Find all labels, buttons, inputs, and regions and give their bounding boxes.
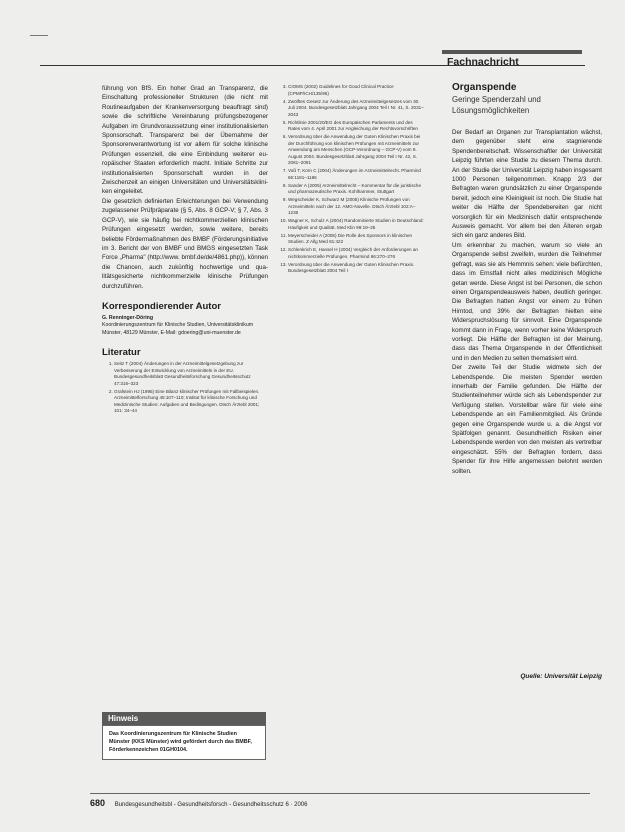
reference-list xyxy=(102,361,268,415)
reference-item: 13. Verordnung über die Anwendung der Guten Klinischen Praxis. Bundesgesetzblatt 2004 Teil I xyxy=(288,262,424,275)
section-title: Fachnachricht xyxy=(447,56,519,68)
reference-item: 10. Wagner K, Schulz A (2004) Randomisierte Studien in Deutschland: Häufigkeit und Qualität. Med Klin 99:19–25 xyxy=(288,218,424,231)
left-column xyxy=(102,84,268,416)
article-body: führung von BfS. Ein hoher Grad an Transparenz, die Einschaltung professioneller Strukturen (die nicht mit Routineaufgaben der Krankenversorgung beauftragt sind) sowie die schriftliche Vereinbarung prüfungsbezogener Aufgaben im Grundvoraussetzung einer institutionalisierten Sponsorschaft. Transparenz bei der Übernahme der Sponsorenverantwortung ist vor allem für solche klinische Prüfungen essenziell, die eine Einbindung weiterer europäischer Staaten erforderlich macht. Initiale Schritte zur institutionalisierten Sponsorschaft wurden in der Zwischenzeit an einigen Universitäten und Universitätskliniken eingeleitet. Die gesetzlich definierten Erleichterungen bei Verwendung zugelassener Prüfpräparate (§ 5, Abs. 8 GCP-V; § 7, Abs. 3 GCP-V), wie sie häufig bei nichtkommerziellen klinischen Prüfungen eingesetzt werden, sowie weitere, bereits beliebte Fördermaßnahmen des BMBF (Förderungsinitiative im 3. Bericht der von BMBF und BMGS eingesetzten Task Force „Pharma" (http://www. bmbf.de/de/4861.php)), können die Chancen, auch zukünftig hochwertige und qualitätsgesicherte nichtkommerzielle klinische Prüfungen durchzuführen. xyxy=(102,85,268,290)
reference-item: 11. Meyerscheider A (2005) Die Rolle des Sponsors in klinischen Studien. Z Allg Med 81:422 xyxy=(288,233,424,246)
reference-item: 3. CIOMS (2002) Guidelines for Good Clinical Practice (CPMP/ICH/135/95) xyxy=(288,84,424,97)
author-address: Koordinierungszentrum für Klinische Studien, Universitätsklinikum Münster, 48129 Münster, E-Mail: gdoering@uni-muenster.de xyxy=(102,322,254,336)
literature-heading: Literatur xyxy=(102,347,141,359)
right-column xyxy=(452,82,602,476)
reference-item: 9. Wegscheider K, Schwarz M (2005) Klinische Prüfungen von Arzneimitteln nach der 12. AMG-Novelle. Dtsch Ärztebl 102:A–1236 xyxy=(288,197,424,217)
note-box xyxy=(102,712,266,760)
news-body: Der Bedarf an Organen zur Transplantation wächst, dem gegenüber steht eine stagnierende Spendenbereitschaft. Wissenschaftler der Universität Leipzig führten eine Studie zu diesem Thema durch. An der Studie der Universität Leipzig haben insgesamt 1000 Personen teilgenommen. Knapp 2/3 der Befragten waren grundsätzlich zu einer Organspende bereit, jedoch eine Kleinigkeit ist noch. Die Studie hat weiter die Hälfte der Spendebereiten gar nicht vorsorglich für ein Medizinisch dafür entsprechende Ausweis gemacht. Vor allem bei den Älteren ergab sich ein ganz anderes Bild. Um erkennbar zu machen, warum so viele an Organspende selbst zweifeln, wurden die Teilnehmer gefragt, was sie als Hemmnis sehen: viele befürchten, dass im Ernstfall nicht alles medizinisch Mögliche getan werde. Diese Angst ist bei Personen, die schon einen Organspendeausweis haben, deutlich geringer. Die Befragten hatten Angst vor einem zu frühen Hirntod, und 39% der Befragten hielten eine Widerspruchslösung für sinnvoll. Eine Organspende kommt dann in Frage, wenn vorher keine Widerspruch vorliegt. Die Hälfte der Befragten ist der Meinung, dass das Thema Organspende in der Öffentlichkeit und in den Medien zu selten thematisiert wird. Der zweite Teil der Studie widmete sich der Lebendspende. Die meisten Spender werden innerhalb der Familie gefunden. Die Hälfte der Studienteilnehmer würde sich als Lebendspender zur Verfügung stellen. Vorstellbar wäre für viele eine Lebendspende an ein Familienmitglied. Als Gründe gegen eine Organspende wurde u. a. die Angst vor Spätfolgen genannt. Gesundheitlich Risiken einer Lebendspende werden von den meisten als vertretbar eingeschätzt. 55% der Befragten fordern, dass Spender für ihre Hilfe angemessen belohnt werden sollten. xyxy=(452,129,602,475)
news-title: Organspende xyxy=(452,82,517,93)
note-heading: Hinweis xyxy=(102,712,266,725)
margin-mark xyxy=(30,35,48,36)
reference-item: 6. Verordnung über die Anwendung der Guten Klinischen Praxis bei der Durchführung von klinischen Prüfungen mit Arzneimitteln zur Anwendung am Menschen (GCP-Verordnung – GCP-V) vom 9. August 2004. Bundesgesetzblatt Jahrgang 2004 Teil I Nr. 42, S. 2081–2091 xyxy=(288,134,424,167)
author-name: G. Renninger-Döring xyxy=(102,314,154,321)
reference-item: 7. Voß T, Korn C (2004) Änderungen im Arzneimittelrecht. Pharmind 66:1181–1186 xyxy=(288,168,424,181)
page-number: 680 xyxy=(90,798,106,808)
section-label xyxy=(447,56,587,68)
reference-item: 12. Schlenkrich E, Hansel H (2004) Vergleich der Anforderungen an nichtkommerzielle Prüfungen. Pharmind 66:270–276 xyxy=(288,247,424,260)
middle-column xyxy=(276,84,424,276)
author-heading: Korrespondierender Autor xyxy=(102,300,221,312)
page-footer xyxy=(90,793,590,808)
reference-item: 8. Sander A (2005) Arzneimittelrecht – Kommentar für die juristische und pharmazeutische Praxis. Kohlhammer, Stuttgart xyxy=(288,183,424,196)
note-body: Das Koordinierungszentrum für Klinische Studien Münster (KKS Münster) wird gefördert durch das BMBF, Förderkennzeichen 01GH0104. xyxy=(102,725,266,760)
journal-citation: Bundesgesundheitsbl - Gesundheitsforsch - Gesundheitsschutz 6 · 2006 xyxy=(114,802,308,808)
reference-item: 2. Grafstein HJ (1995) Eine Bilanz klinischer Prüfungen mit Fallbeispielen. Arzneimittelforschung 45:107–110; Institut für klinische Forschung und Medizinische Studien: Aufgaben und Bedingungen. Dtsch Ärztebl 2001; 101: 34–44 xyxy=(114,389,268,415)
reference-list xyxy=(276,84,424,275)
reference-item: 1. Seitz T (2004) Änderungen in der Arzneimittelgesetzgebung zur Verbesserung der Entwicklung von Arzneimitteln in der EU. Bundesgesundheitsblatt Gesundheitsforschung Gesundheitsschutz 47:316–323 xyxy=(114,361,268,387)
section-bar xyxy=(442,50,582,54)
reference-item: 4. Zwölftes Gesetz zur Änderung des Arzneimittelgesetzes vom 30. Juli 2004. Bundesgesetzblatt Jahrgang 2004 Teil I Nr. 41, S. 2031–2043 xyxy=(288,99,424,119)
news-subtitle: Geringe Spenderzahl und Lösungsmöglichkeiten xyxy=(452,95,541,115)
reference-item: 5. Richtlinie 2001/20/EG des Europäischen Parlaments und des Rates vom 4. April 2001 zur Angleichung der Rechtsvorschriften xyxy=(288,120,424,133)
news-source: Quelle: Universität Leipzig xyxy=(520,673,602,680)
